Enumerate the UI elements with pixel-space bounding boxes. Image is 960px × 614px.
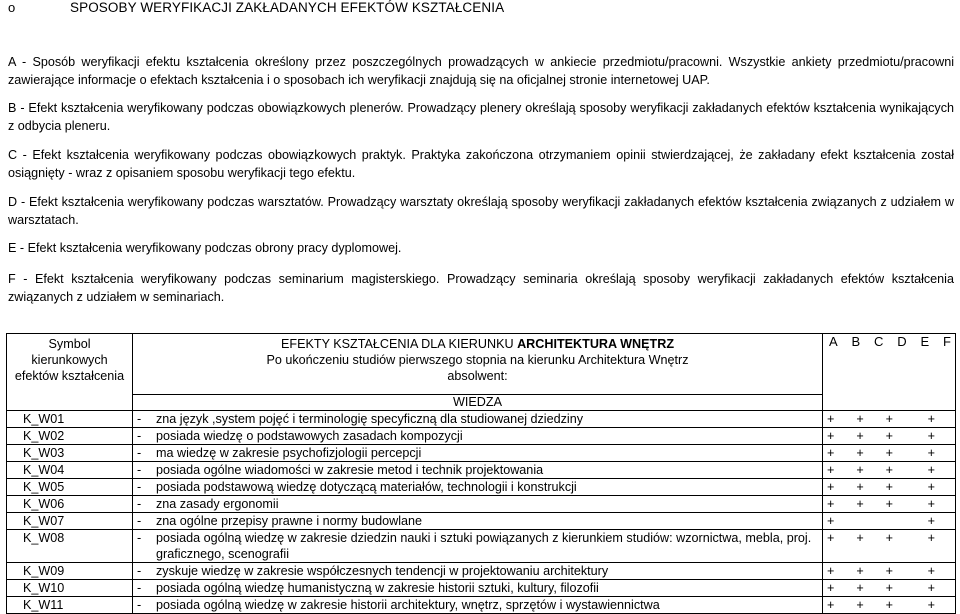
verification-mark: +	[927, 564, 935, 578]
verification-mark: +	[885, 463, 894, 477]
paragraph-d: D - Efekt kształcenia weryfikowany podczas warsztatów. Prowadzący warsztaty określają sposoby weryfikacji zakładanych efektów kształcenia związanych z udziałem w warsztatach.	[8, 195, 954, 227]
table-row	[7, 530, 956, 563]
table-row	[7, 428, 956, 445]
effect-marks	[823, 411, 956, 428]
effect-code: K_W09	[7, 563, 133, 580]
effect-marks	[823, 513, 956, 530]
effect-marks	[823, 428, 956, 445]
effect-code: K_W04	[7, 462, 133, 479]
verification-mark: +	[927, 514, 935, 528]
effect-marks	[823, 563, 956, 580]
effect-code: K_W02	[7, 428, 133, 445]
verification-mark: +	[827, 581, 835, 595]
table-row	[7, 462, 956, 479]
verification-mark: +	[927, 429, 935, 443]
effect-description: posiada ogólne wiadomości w zakresie metod i technik projektowania	[156, 462, 823, 479]
verification-mark: +	[927, 463, 935, 477]
verification-mark: +	[885, 581, 894, 595]
effect-description: posiada ogólną wiedzę w zakresie dziedzin nauki i sztuki powiązanych z kierunkiem studiów: wzornictwa, mebla, proj. graficznego, scenografii	[156, 530, 823, 563]
effect-marks	[823, 445, 956, 462]
verification-mark: +	[927, 497, 935, 511]
verification-mark: +	[827, 514, 835, 528]
effect-description: zna ogólne przepisy prawne i normy budowlane	[156, 513, 823, 530]
verification-mark: +	[856, 564, 864, 578]
verification-mark: +	[827, 564, 835, 578]
verification-mark: +	[885, 564, 894, 578]
verification-mark: +	[856, 463, 864, 477]
verification-mark: +	[827, 531, 835, 545]
table-subtitle: Po ukończeniu studiów pierwszego stopnia na kierunku Architektura Wnętrz absolwent:	[266, 353, 689, 383]
effect-dash: -	[133, 428, 157, 445]
effect-code: K_W03	[7, 445, 133, 462]
verification-mark: +	[856, 598, 864, 612]
verification-mark: +	[856, 480, 864, 494]
section-wiedza: WIEDZA	[133, 395, 823, 411]
verification-mark: +	[827, 463, 835, 477]
verification-mark: +	[856, 581, 864, 595]
effect-dash: -	[133, 496, 157, 513]
effect-code: K_W01	[7, 411, 133, 428]
effect-dash: -	[133, 597, 157, 614]
paragraph-c: C - Efekt kształcenia weryfikowany podczas obowiązkowych praktyk. Praktyka zakończona otrzymaniem opinii stwierdzającej, że zakładany efekt kształcenia został osiągnięty - wraz z opisaniem sposobu weryfikacji tego efektu.	[8, 148, 954, 180]
table-title-cell	[133, 334, 823, 395]
verification-mark: +	[885, 429, 894, 443]
effect-dash: -	[133, 462, 157, 479]
effect-marks	[823, 462, 956, 479]
paragraph-f: F - Efekt kształcenia weryfikowany podczas seminarium magisterskiego. Prowadzący seminaria określają sposoby weryfikacji zakładanych efektów kształcenia związanych z udziałem w seminariach.	[8, 272, 954, 304]
verification-mark: +	[885, 412, 894, 426]
effect-description: posiada wiedzę o podstawowych zasadach kompozycji	[156, 428, 823, 445]
column-header-f: F	[943, 334, 951, 349]
heading-text: SPOSOBY WERYFIKACJI ZAKŁADANYCH EFEKTÓW KSZTAŁCENIA	[70, 0, 505, 15]
verification-mark: +	[856, 446, 864, 460]
verification-mark: +	[927, 480, 935, 494]
effect-dash: -	[133, 445, 157, 462]
effect-dash: -	[133, 563, 157, 580]
verification-mark: +	[927, 598, 935, 612]
verification-mark: +	[927, 581, 935, 595]
verification-columns	[823, 334, 955, 350]
paragraph-b: B - Efekt kształcenia weryfikowany podczas obowiązkowych plenerów. Prowadzący plenery określają sposoby weryfikacji zakładanych efektów kształcenia wynikających z odbycia pleneru.	[8, 101, 954, 133]
effect-description: zna zasady ergonomii	[156, 496, 823, 513]
verification-mark: +	[856, 497, 864, 511]
effect-marks	[823, 597, 956, 614]
verification-columns-header	[823, 334, 956, 411]
effects-table	[6, 333, 956, 614]
table-row	[7, 597, 956, 614]
verification-mark: +	[827, 480, 835, 494]
verification-mark	[856, 513, 876, 529]
effect-description: zyskuje wiedzę w zakresie współczesnych tendencji w projektowaniu architektury	[156, 563, 823, 580]
table-row	[7, 563, 956, 580]
verification-mark: +	[856, 429, 864, 443]
effect-marks	[823, 479, 956, 496]
effect-description: posiada podstawową wiedzę dotyczącą materiałów, technologii i konstrukcji	[156, 479, 823, 496]
verification-mark: +	[927, 412, 935, 426]
effect-dash: -	[133, 513, 157, 530]
verification-mark: +	[827, 429, 835, 443]
verification-mark: +	[885, 497, 894, 511]
effect-code: K_W10	[7, 580, 133, 597]
table-row	[7, 580, 956, 597]
table-title-prefix: EFEKTY KSZTAŁCENIA DLA KIERUNKU	[280, 337, 518, 351]
effect-description: ma wiedzę w zakresie psychofizjologii percepcji	[156, 445, 823, 462]
effect-description: posiada ogólną wiedzę humanistyczną w zakresie historii sztuki, kultury, filozofii	[156, 580, 823, 597]
verification-mark: +	[885, 446, 894, 460]
section-heading	[8, 0, 505, 15]
symbol-header: Symbol kierunkowych efektów kształcenia	[7, 334, 133, 411]
paragraph-a: A - Sposób weryfikacji efektu kształcenia określony przez poszczególnych prowadzących w ankiecie przedmiotu/pracowni. Wszystkie ankiety przedmiotu/pracowni zawierające informacje o efektach kształcenia i o sposobach ich weryfikacji znajdują się na oficjalnej stronie internetowej UAP.	[8, 55, 954, 87]
verification-mark: +	[927, 446, 935, 460]
effect-dash: -	[133, 530, 157, 563]
effect-dash: -	[133, 411, 157, 428]
column-header-b: B	[851, 334, 861, 349]
verification-mark: +	[856, 412, 864, 426]
effect-description: posiada ogólną wiedzę w zakresie historii architektury, wnętrz, sprzętów i wystawiennictwa	[156, 597, 823, 614]
table-row	[7, 479, 956, 496]
verification-mark: +	[827, 412, 835, 426]
effect-code: K_W06	[7, 496, 133, 513]
table-row	[7, 411, 956, 428]
table-header-row	[7, 334, 956, 395]
effect-marks	[823, 496, 956, 513]
bullet-icon: o	[8, 0, 16, 15]
verification-mark: +	[927, 531, 935, 545]
effect-code: K_W07	[7, 513, 133, 530]
effect-code: K_W08	[7, 530, 133, 563]
column-header-a: A	[829, 334, 838, 349]
column-header-d: D	[897, 334, 907, 349]
section-row	[7, 395, 956, 411]
verification-mark: +	[885, 598, 894, 612]
effect-description: zna język ,system pojęć i terminologię specyficzną dla studiowanej dziedziny	[156, 411, 823, 428]
verification-mark: +	[885, 531, 894, 545]
table-title	[136, 336, 819, 352]
effect-code: K_W05	[7, 479, 133, 496]
verification-mark: +	[885, 480, 894, 494]
verification-mark: +	[827, 446, 835, 460]
verification-mark: +	[856, 531, 864, 545]
table-title-strong: ARCHITEKTURA WNĘTRZ	[517, 337, 675, 351]
verification-mark: +	[827, 497, 835, 511]
column-header-e: E	[920, 334, 930, 349]
verification-mark: +	[827, 598, 835, 612]
effect-code: K_W11	[7, 597, 133, 614]
effect-marks	[823, 580, 956, 597]
column-header-c: C	[874, 334, 884, 349]
verification-mark	[886, 513, 906, 529]
effect-marks	[823, 530, 956, 563]
paragraph-e: E - Efekt kształcenia weryfikowany podczas obrony pracy dyplomowej.	[8, 241, 402, 255]
table-row	[7, 513, 956, 530]
effect-dash: -	[133, 580, 157, 597]
table-row	[7, 496, 956, 513]
table-row	[7, 445, 956, 462]
effect-dash: -	[133, 479, 157, 496]
